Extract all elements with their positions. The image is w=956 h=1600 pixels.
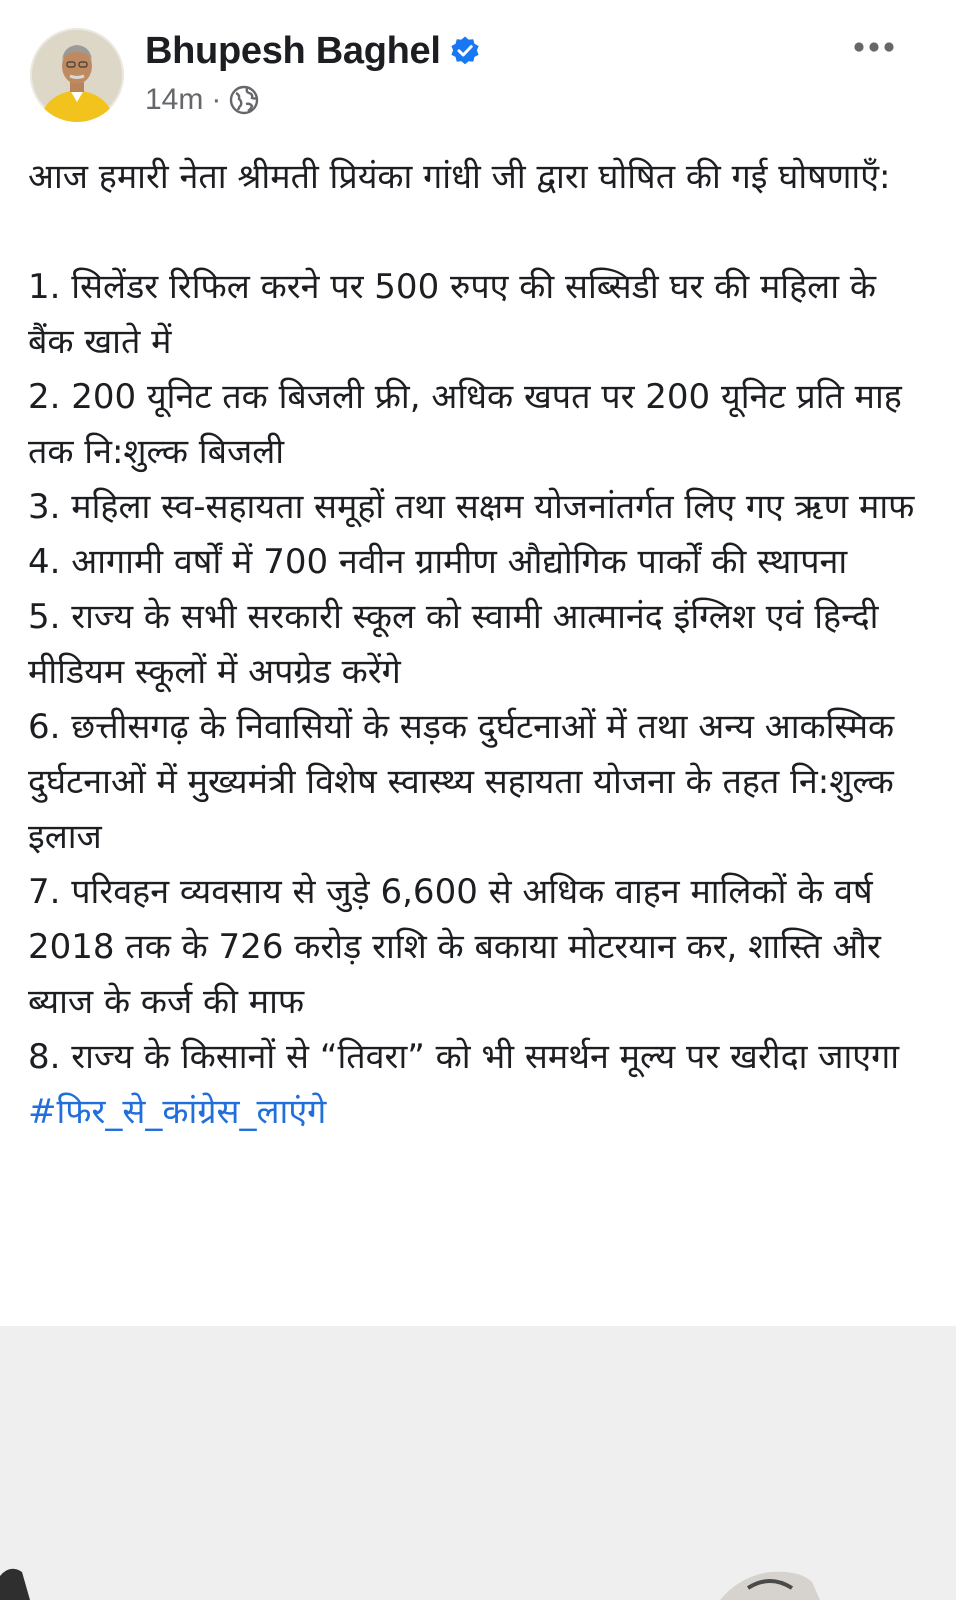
more-options-icon[interactable] bbox=[852, 36, 896, 58]
post-meta bbox=[145, 82, 259, 118]
post-intro: आज हमारी नेता श्रीमती प्रियंका गांधी जी द्वारा घोषित की गई घोषणाएँ: bbox=[28, 157, 891, 197]
announcement-item: 3. महिला स्व-सहायता समूहों तथा सक्षम योजनांतर्गत लिए गए ऋण माफ bbox=[28, 487, 915, 527]
post-time[interactable]: 14m bbox=[145, 83, 204, 116]
author-row bbox=[145, 28, 481, 74]
announcement-item: 8. राज्य के किसानों से “तिवरा” को भी समर्थन मूल्य पर खरीदा जाएगा bbox=[28, 1037, 900, 1077]
announcement-item: 4. आगामी वर्षों में 700 नवीन ग्रामीण औद्योगिक पार्कों की स्थापना bbox=[28, 542, 848, 582]
verified-badge-icon bbox=[449, 35, 481, 67]
post-header bbox=[0, 0, 956, 140]
post-text bbox=[28, 150, 928, 1140]
announcement-item: 2. 200 यूनिट तक बिजली फ्री, अधिक खपत पर 200 यूनिट प्रति माह तक नि:शुल्क बिजली bbox=[28, 377, 902, 472]
globe-icon[interactable] bbox=[229, 85, 259, 115]
author-avatar[interactable] bbox=[30, 28, 124, 122]
announcement-item: 1. सिलेंडर रिफिल करने पर 500 रुपए की सब्सिडी घर की महिला के बैंक खाते में bbox=[28, 267, 876, 362]
paragraph-break bbox=[28, 205, 928, 260]
announcement-item: 6. छत्तीसगढ़ के निवासियों के सड़क दुर्घटनाओं में तथा अन्य आकस्मिक दुर्घटनाओं में मुख्यमंत्री विशेष स्वास्थ्य सहायता योजना के तहत नि:शुल्क इलाज bbox=[28, 707, 895, 857]
announcement-item: 5. राज्य के सभी सरकारी स्कूल को स्वामी आत्मानंद इंग्लिश एवं हिन्दी मीडियम स्कूलों में अपग्रेड करेंगे bbox=[28, 597, 879, 692]
hashtag-link[interactable]: #फिर_से_कांग्रेस_लाएंगे bbox=[28, 1092, 327, 1132]
post-photo[interactable] bbox=[0, 1326, 956, 1600]
meta-separator: · bbox=[211, 83, 222, 116]
author-name[interactable]: Bhupesh Baghel bbox=[145, 29, 441, 72]
announcement-item: 7. परिवहन व्यवसाय से जुड़े 6,600 से अधिक वाहन मालिकों के वर्ष 2018 तक के 726 करोड़ राशि के बकाया मोटरयान कर, शास्ति और ब्याज के कर्ज की माफ bbox=[28, 872, 881, 1022]
